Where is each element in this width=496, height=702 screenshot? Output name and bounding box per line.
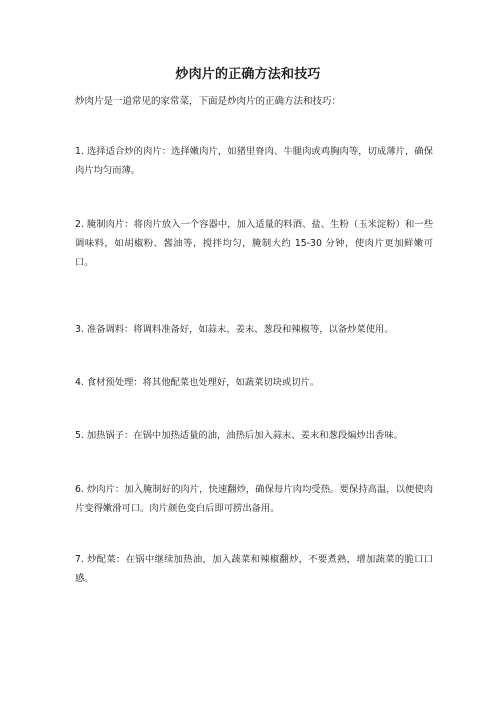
step-3-paragraph: 3. 准备调料：将调料准备好，如蒜末、姜末、葱段和辣椒等，以备炒菜使用。	[75, 324, 394, 335]
step-5-paragraph: 5. 加热锅子：在锅中加热适量的油，油热后加入蒜末、姜末和葱段煸炒出香味。	[75, 430, 403, 441]
step-2-paragraph: 2. 腌制肉片：将肉片放入一个容器中，加入适量的料酒、盐、生粉（玉米淀粉）和一些调味料，如胡椒粉、酱油等，搅拌均匀，腌制大约 15-30 分钟，使肉片更加鲜嫩可口。	[75, 219, 433, 268]
step-7-paragraph: 7. 炒配菜：在锅中继续加热油，加入蔬菜和辣椒翻炒，不要煮熟，增加蔬菜的脆口口感。	[75, 554, 433, 584]
step-4-paragraph: 4. 食材预处理：将其他配菜也处理好，如蔬菜切块或切片。	[75, 377, 320, 388]
step-6-paragraph: 6. 炒肉片：加入腌制好的肉片，快速翻炒，确保每片肉均受热。要保持高温，以便使肉片变得嫩滑可口。肉片颜色变白后即可捞出备用。	[75, 484, 433, 514]
document-title: 炒肉片的正确方法和技巧	[175, 67, 321, 82]
intro-paragraph: 炒肉片是一道常见的家常菜，下面是炒肉片的正确方法和技巧：	[75, 96, 342, 107]
step-1-paragraph: 1. 选择适合炒的肉片：选择嫩肉片，如猪里脊肉、牛腿肉或鸡胸肉等，切成薄片，确保肉片均匀而薄。	[75, 146, 433, 176]
